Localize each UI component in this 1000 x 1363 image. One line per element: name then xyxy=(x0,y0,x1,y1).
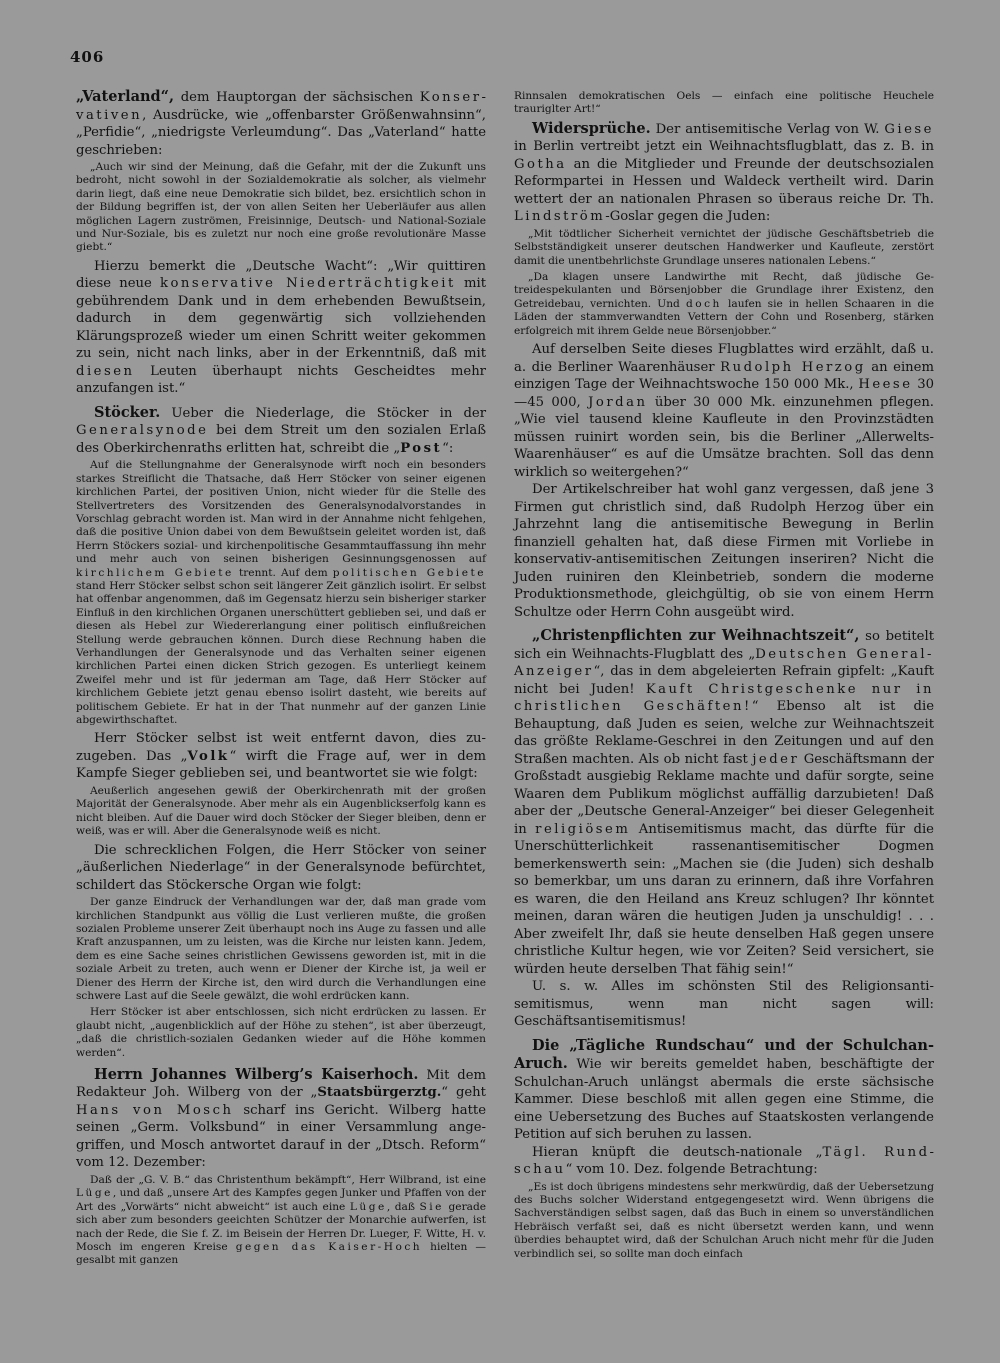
block-quote: Auf die Stellungnahme der Generalsynode wirft noch ein besonders starkes Streiflicht die Thatsache, daß Herr Stöcker von seiner eigenen kirchlichen Partei, der positiven Union, nicht wieder für die Stelle des Stellvertreters des Vorsitzenden des Generalsynodalvorstandes in Vorschlag gebracht worden ist. Man wird in der Annahme nicht fehlgehen, daß die positive Union dabei von dem Bewußtsein geleitet worden ist, daß Herrn Stöckers sozial- und kirchenpolitische Gesammtauffassung ihn mehr und mehr auch von seinen bisherigen Gesinnungsgenossen auf kirchlichem Gebiete trennt. Auf dem politischen Gebiete stand Herr Stöcker selbst schon seit längerer Zeit gänzlich isolirt. Er selbst hat offenbar angenommen, daß im Gegensatz hierzu sein bisheriger starker Einfluß in den kirchlichen Organen unerschüttert geblieben sei, und daß er diesen als Hebel zur Wiedererlangung einer politisch einflußreichen Stellung werde gebrauchen können. Durch diese Rechnung haben die Verhandlungen der Generalsynode und das Verhalten seiner eigenen kirchlichen Partei einen dicken Strich gezogen. Es unterliegt keinem Zweifel mehr und ist für jederman am Tage, daß Herr Stöcker auf kirchlichem Gebiete jetzt genau ebenso isolirt dasteht, wie bereits auf politischem Gebiete. Er hat in der That nunmehr auf der ganzen Linie abgewirthschaftet. xyxy=(76,459,486,727)
paragraph-stoecker: Stöcker. Ueber die Niederlage, die Stöcker in der Generalsynode bei dem Streit um den sozialen Erlaß des Oberkirchenraths erlitten hat, schreibt die „Post“: xyxy=(76,403,486,456)
paragraph: Hieran knüpft die deutsch-nationale „Tägl. Rundschau“ vom 10. Dez. folgende Betrachtung: xyxy=(514,1144,934,1178)
block-quote: „Mit tödtlicher Sicherheit vernichtet der jüdische Geschäftsbetrieb die Selbstständigkeit unserer deutschen Handwerker und Kaufleute, zerstört damit die unentbehrlichste Grundlage unseres nationalen Lebens.“ xyxy=(514,227,934,267)
section-heading: Widersprüche. xyxy=(532,119,651,137)
section-heading: Herrn Johannes Wilberg’s Kaiserhoch. xyxy=(94,1065,419,1083)
left-column xyxy=(76,88,486,1271)
paragraph: Hierzu bemerkt die „Deutsche Wacht“: „Wir quittiren diese neue konservative Niederträchtigkeit mit gebührendem Dank und in dem erhebenden Bewußtsein, dadurch in dem gegenwärtig sich vollziehenden Klärungsprozeß wieder um einen Schritt weiter gekommen zu sein, nicht nach links, aber in der Erkenntniß, daß mit diesen Leuten überhaupt nichts Gescheidtes mehr anzufangen ist.“ xyxy=(76,258,486,397)
block-quote: Daß der „G. V. B.“ das Christenthum bekämpft“, Herr Wilbrand, ist eine Lüge, und daß „unsere Art des Kampfes gegen Junker und Pfaffen von der Art des „Vorwärts“ nicht abweicht“ ist auch eine Lüge, daß Sie gerade sich aber zum besonders geeichten Schützer der Monarchie aufwerfen, ist nach der Rede, die Sie f. Z. im Beisein der Herren Dr. Lueger, F. Witte, H. v. Mosch im engeren Kreise gegen das Kaiser-Hoch hielten — gesalbt mit ganzen xyxy=(76,1173,486,1267)
block-quote: Der ganze Eindruck der Verhandlungen war der, daß man grade vom kirchlichen Standpunkt aus völlig die Lust verlieren mußte, die großen sozialen Probleme unserer Zeit überhaupt noch ins Auge zu fassen und alle Kraft anzuspannen, um zu leisten, was die Kirche nur leisten kann. Jedem, dem es eine Sache seines christlichen Gewissens geworden ist, mit in die soziale Arbeit zu treten, auch wenn er Diener der Kirche ist, ja weil er Diener des Herrn der Kirche ist, den wird durch die Verhandlungen eine schwere Last auf die Seele gewälzt, die wohl erdrücken kann. xyxy=(76,896,486,1002)
paragraph-rundschau: Die „Tägliche Rundschau“ und der Schulchan-Aruch. Wie wir bereits gemeldet haben, beschäftigte der Schulchan-Aruch unlängst abermals die erste sächsische Kammer. Diese beschloß mit allen gegen eine Stimme, die eine Uebersetzung des Buches auf Staatskosten verlangende Petition auf sich beruhen zu lassen. xyxy=(514,1036,934,1143)
block-quote: Rinnsalen demokratischen Oels — einfach eine politische Heuchele trauriglter Art!“ xyxy=(514,90,934,116)
paragraph-wilberg: Herrn Johannes Wilberg’s Kaiserhoch. Mit dem Redakteur Joh. Wilberg von der „Staatsbürgerztg.“ geht Hans von Mosch scharf ins Gericht. Wilberg hatte seinen „Germ. Volksbund“ in einer Versammlung angegriffen, und Mosch antwortet darauf in der „Dtsch. Reform“ vom 12. Dezember: xyxy=(76,1065,486,1171)
section-heading: Stöcker. xyxy=(94,403,161,421)
paragraph: U. s. w. Alles im schönsten Stil des Religionsantisemitismus, wenn man nicht sagen will: Geschäftsantisemitismus! xyxy=(514,979,934,1030)
paragraph: Herr Stöcker selbst ist weit entfernt davon, dies zuzugeben. Das „Volk“ wirft die Frage auf, wer in dem Kampfe Sieger geblieben sei, und beantwortet sie wie folgt: xyxy=(76,731,486,782)
block-quote: „Es ist doch übrigens mindestens sehr merkwürdig, daß der Uebersetzung des Buchs solcher Widerstand entgegengesetzt wird. Wenn übrigens die Sachverständigen selbst sagen, daß das Buch in einem so unverständlichen Hebräisch verfaßt sei, daß es nicht übersetzt werden kann, und wenn überdies behauptet wird, daß der Schulchan Aruch nicht mehr für die Juden verbindlich sei, so sollte man doch einfach xyxy=(514,1180,934,1260)
block-quote: „Da klagen unsere Landwirthe mit Recht, daß jüdische Getreidespekulanten und Börsenjobber die Grundlage ihrer Existenz, den Getreidebau, vernichten. Und doch laufen sie in hellen Schaaren in die Läden der stammverwandten Vettern der Cohn und Rosenberg, stärken erfolgreich mit ihrem Gelde neue Börsenjobber.“ xyxy=(514,271,934,337)
block-quote: Herr Stöcker ist aber entschlossen, sich nicht erdrücken zu lassen. Er glaubt nicht, „augenblicklich auf der Höhe zu stehen“, ist aber überzeugt, „daß die christlich-sozialen Gedanken wieder auf die Höhe kommen werden“. xyxy=(76,1006,486,1059)
right-column xyxy=(514,88,934,1264)
page-number: 406 xyxy=(70,48,105,66)
paragraph-vaterland: „Vaterland“, dem Hauptorgan der sächsischen Konservativen, Ausdrücke, wie „offenbarster Größenwahnsinn“, „Perfidie“, „niedrigste Verleumdung“. Das „Vaterland“ hatte geschrieben: xyxy=(76,88,486,158)
block-quote: „Auch wir sind der Meinung, daß die Gefahr, mit der die Zukunft uns bedroht, nicht sowohl in der Sozialdemokratie als solcher, als vielmehr darin liegt, daß eine neue Demokratie sich bildet, bez. ersichtlich schon in der Bildung begriffen ist, der von allen Seiten her Ueberläufer aus allen möglichen Lagern zuströmen, Freisinnige, Deutsch- und National-Soziale und Nur-Soziale, bis es zuletzt nur noch eine große revolutionäre Masse giebt.“ xyxy=(76,161,486,254)
paragraph: Die schrecklichen Folgen, die Herr Stöcker von seiner „äußerlichen Niederlage“ in der Generalsynode befürchtet, schildert das Stöckersche Organ wie folgt: xyxy=(76,842,486,893)
section-heading: Die „Tägliche Rundschau“ und der Schulchan-Aruch. xyxy=(514,1036,934,1073)
section-heading: „Vaterland“, xyxy=(76,88,175,105)
block-quote: Aeußerlich angesehen gewiß der Oberkirchenrath mit der großen Majorität der Generalsynode. Aber mehr als ein Augenblickserfolg kann es nicht bleiben. Auf die Dauer wird doch Stöcker der Sieger bleiben, denn er weiß, was er will. Aber die Generalsynode weiß es nicht. xyxy=(76,784,486,838)
section-heading: „Christenpflichten zur Weihnachtszeit“, xyxy=(532,627,860,645)
paragraph: Auf derselben Seite dieses Flugblattes wird erzählt, daß u. a. die Berliner Waarenhäuser Rudolph Herzog an einem einzigen Tage der Weihnachtswoche 150 000 Mk., Heese 30—45 000, Jordan über 30 000 Mk. einzunehmen pflegen. „Wie viel tausend kleine Kaufleute in den Provinzstädten müssen ruinirt worden sein, bis die Berliner „Allerwelts-Waarenhäuser“ es auf die Umsätze brachten. Soll das denn wirklich so weitergehen?“ xyxy=(514,342,935,480)
paragraph-widersprueche: Widersprüche. Der antisemitische Verlag von W. Giese in Berlin vertreibt jetzt ein Weihnachtsflugblatt, das z. B. in Gotha an die Mitglieder und Freunde der deutschsozialen Reformpartei in Hessen und Waldeck vertheilt wird. Darin wettert der an nationalen Phrasen so überaus reiche Dr. Th. Lindström-Goslar gegen die Juden: xyxy=(514,119,934,225)
paragraph-christenpflichten: „Christenpflichten zur Weihnachtszeit“, so betitelt sich ein Weihnachts-Flugblatt des „Deutschen General-Anzeiger“, das in dem abgeleierten Refrain gipfelt: „Kauft nicht bei Juden! Kauft Christgeschenke nur in christlichen Geschäften!“ Ebenso alt ist die Behauptung, daß Juden es seien, welche zur Weihnachtszeit das größte Reklame-Geschrei in den Zeitungen und auf den Straßen machten. Als ob nicht fast jeder Geschäftsmann der Großstadt ausgiebig Reklame machte und dafür sorgte, seine Waaren dem Publikum möglichst auffällig darzubieten! Daß aber der „Deutsche General-Anzeiger“ bei dieser Gelegenheit in religiösem Antisemitismus macht, das dürfte für die Unerschütterlichkeit rassenantisemitischer Dogmen bemerkenswerth sein: „Machen sie (die Juden) sich deshalb so bemerkbar, um uns daran zu erinnern, daß ihre Vorfahren es waren, die den Heiland ans Kreuz schlugen? Ihr könntet meinen, daran wären die heutigen Juden ja unschuldig! . . . Aber zweifelt Ihr, daß sie heute denselben Haß gegen unsere christliche Kultur hegen, wie vor Zeiten? Seid versichert, sie würden heute derselben That fähig sein!“ xyxy=(514,627,934,977)
paragraph: Der Artikelschreiber hat wohl ganz vergessen, daß jene 3 Firmen gut christlich sind, daß Rudolph Herzog über ein Jahrzehnt lang die antisemitische Bewegung in Berlin finanziell gehalten hat, daß diese Firmen mit Vorliebe in konservativ-antisemitischen Zeitungen inseriren? Nicht die Juden ruiniren den Kleinbetrieb, sondern die moderne Produktionsmethode, gleichgültig, ob sie von einem Herrn Schultze oder Herrn Cohn ausgeübt wird. xyxy=(514,482,934,620)
